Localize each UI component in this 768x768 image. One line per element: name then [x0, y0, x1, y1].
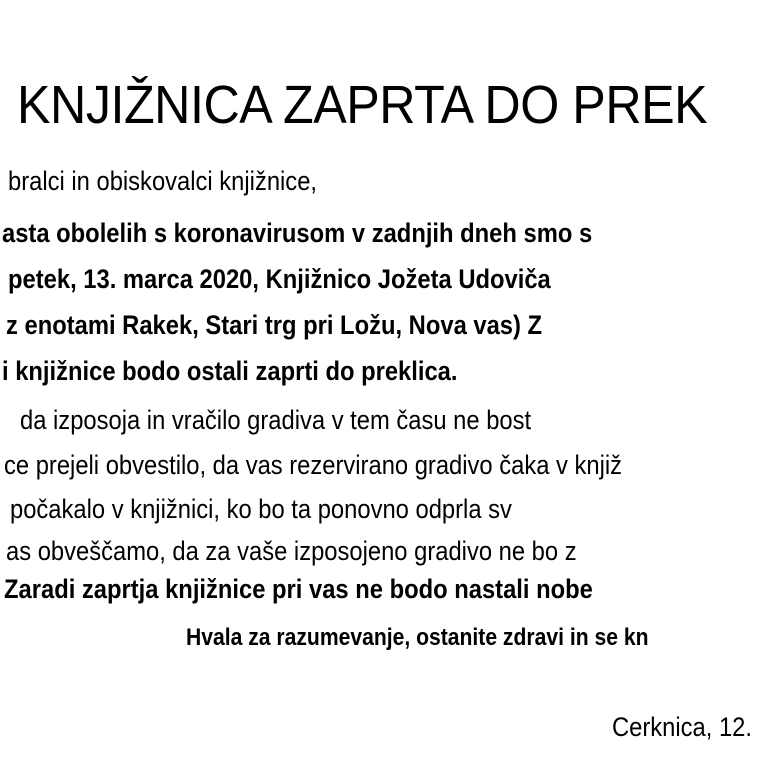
paragraph2-line1: da izposoja in vračilo gradiva v tem času ne bost — [20, 405, 532, 435]
paragraph1-line4: i knjižnice bodo ostali zaprti do preklica. — [2, 356, 458, 386]
thanks-line: Hvala za razumevanje, ostanite zdravi in se kn — [186, 624, 649, 651]
notice-title: KNJIŽNICA ZAPRTA DO PREK — [17, 75, 708, 135]
paragraph1-line3: z enotami Rakek, Stari trg pri Ložu, Nova vas) Z — [6, 310, 543, 340]
signature-place-date: Cerknica, 12. — [612, 712, 752, 742]
paragraph1-line1: asta obolelih s koronavirusom v zadnjih dneh smo s — [2, 218, 593, 248]
paragraph1-line2: petek, 13. marca 2020, Knjižnico Jožeta Udoviča — [8, 264, 551, 294]
paragraph2-line2: ce prejeli obvestilo, da vas rezervirano gradivo čaka v knjiž — [4, 450, 623, 480]
paragraph2-line4: as obveščamo, da za vaše izposojeno gradivo ne bo z — [6, 536, 577, 566]
paragraph2-line3: počakalo v knjižnici, ko bo ta ponovno odprla sv — [10, 494, 512, 524]
greeting-line: bralci in obiskovalci knjižnice, — [8, 166, 318, 196]
paragraph3-line: Zaradi zaprtja knjižnice pri vas ne bodo nastali nobe — [4, 574, 593, 604]
